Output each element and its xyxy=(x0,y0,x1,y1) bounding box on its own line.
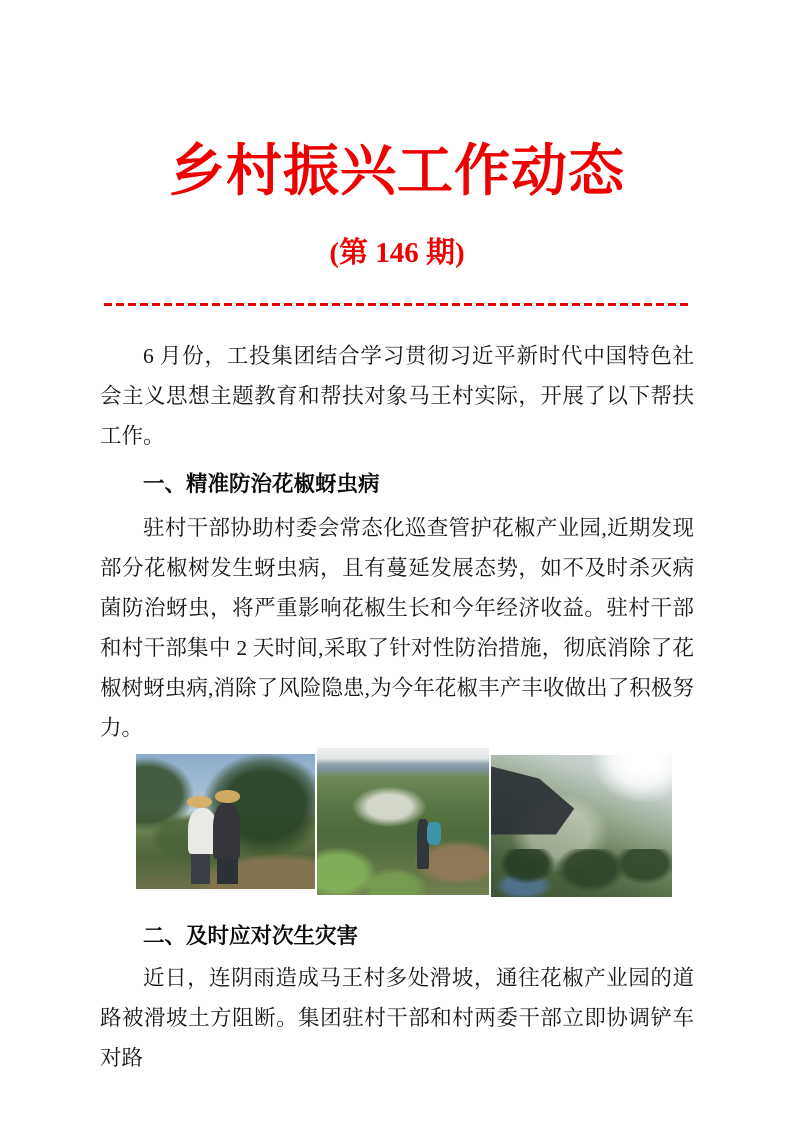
photo-pepper-tree-inspection xyxy=(136,754,315,889)
intro-paragraph: 6 月份，工投集团结合学习贯彻习近平新时代中国特色社会主义思想主题教育和帮扶对象马王村实际，开展了以下帮扶工作。 xyxy=(100,344,694,448)
photo-dark-shed xyxy=(491,766,574,834)
section-2-heading: 二、及时应对次生灾害 xyxy=(143,924,359,948)
section-2-body: 近日，连阴雨造成马王村多处滑坡，通往花椒产业园的道路被滑坡土方阻断。集团驻村干部和村两委干部立即协调铲车对路 xyxy=(100,966,694,1070)
section-1-heading: 一、精准防治花椒蚜虫病 xyxy=(143,472,380,496)
page-content xyxy=(0,138,794,1078)
photo-figure-dark-shirt xyxy=(213,803,240,860)
straw-hat xyxy=(187,796,212,808)
photo-strip xyxy=(136,748,674,896)
red-dashed-divider xyxy=(104,303,690,306)
straw-hat xyxy=(215,790,240,802)
bulletin-title: 乡村振兴工作动态 xyxy=(169,141,625,203)
photo-sprayer-backpack xyxy=(427,822,441,846)
section-1-body: 驻村干部协助村委会常态化巡查管护花椒产业园,近期发现部分花椒树发生蚜虫病，且有蔓延发展态势，如不及时杀灭病菌防治蚜虫，将严重影响花椒生长和今年经济收益。驻村干部和村干部集中 2 天时间,采取了针对性防治措施，彻底消除了花椒树蚜虫病,消除了风险隐患,为今年花椒丰产丰收做出了积极努力。 xyxy=(100,516,694,740)
issue-number: (第 146 期) xyxy=(329,237,465,269)
photo-treeline xyxy=(491,849,672,897)
photo-backlit-orchard xyxy=(491,755,672,897)
photo-field-spraying xyxy=(317,748,489,895)
